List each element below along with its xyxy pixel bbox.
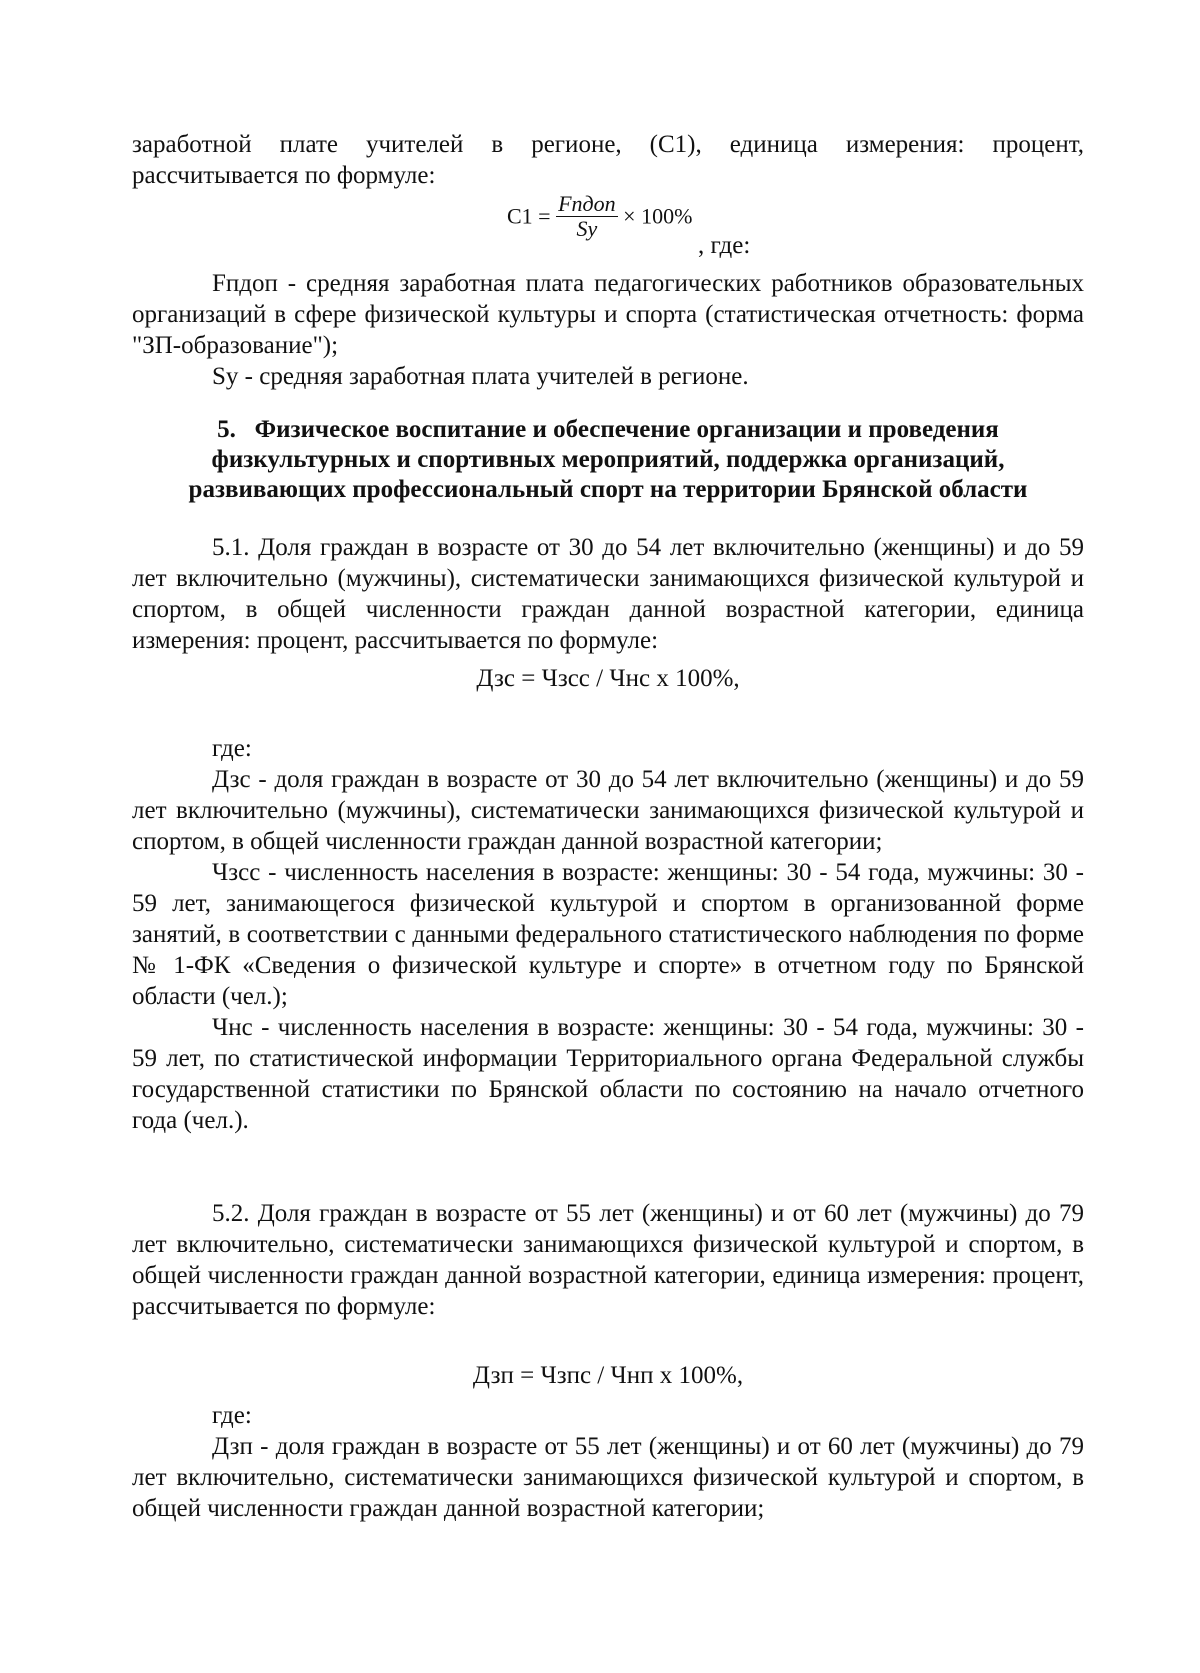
chzss-definition: Чзсс - численность населения в возрасте: женщины: 30 - 54 года, мужчины: 30 - 59 лет, занимающегося физической культурой и спортом в организованной форме занятий, в соответствии с данными федерального статистического наблюдения по форме № 1-ФК «Сведения о физической культуре и спорте» в отчетном году по Брянской области (чел.); [132, 859, 1084, 1010]
sy-definition: Sy - средняя заработная плата учителей в регионе. [212, 363, 749, 390]
section-5-number: 5. [217, 416, 236, 443]
formula-c1-fraction [556, 192, 618, 241]
item-5-2-definitions [132, 1400, 1084, 1524]
c1-definitions [132, 268, 1084, 392]
section-5-title-line-1: 5. Физическое воспитание и обеспечение организации и проведения [217, 416, 999, 443]
item-5-1-definitions [132, 733, 1084, 1136]
formula-c1 [507, 192, 692, 241]
section-5-title-line-2: физкультурных и спортивных мероприятий, поддержка организаций, [211, 446, 1005, 473]
item-5-1-where: где: [212, 735, 252, 762]
item-5-1-paragraph [132, 532, 1084, 656]
dzs-definition: Дзс - доля граждан в возрасте от 30 до 54 лет включительно (женщины) и до 59 лет включительно (мужчины), систематически занимающихся физической культурой и спортом, в общей численности граждан данной возрастной категории; [132, 766, 1084, 855]
intro-line-2: рассчитывается по формуле: [132, 162, 436, 189]
intro-paragraph [132, 129, 1084, 191]
item-5-2-formula: Дзп = Чзпс / Чнп х 100%, [472, 1362, 744, 1389]
formula-c1-denominator: Sy [576, 216, 598, 241]
item-5-2-where: где: [212, 1402, 252, 1429]
chns-definition: Чнс - численность населения в возрасте: женщины: 30 - 54 года, мужчины: 30 - 59 лет, по статистической информации Территориального органа Федеральной службы государственной статистики по Брянской области по состоянию на начало отчетного года (чел.). [132, 1014, 1084, 1134]
dzp-definition: Дзп - доля граждан в возрасте от 55 лет (женщины) и от 60 лет (мужчины) до 79 лет включительно, систематически занимающихся физической культурой и спортом, в общей численности граждан данной возрастной категории; [132, 1433, 1084, 1522]
formula-c1-numerator: Fпдоп [558, 191, 616, 216]
intro-line-1: заработной плате учителей в регионе, (С1), единица измерения: процент, [132, 131, 1084, 158]
formula-c1-rhs: × 100% [623, 203, 693, 229]
item-5-1-text: 5.1. Доля граждан в возрасте от 30 до 54 лет включительно (женщины) и до 59 лет включительно (мужчины), систематически занимающихся физической культурой и спортом, в общей численности граждан данной возрастной категории, единица измерения: процент, рассчитывается по формуле: [132, 534, 1084, 654]
fpdop-definition: Fпдоп - средняя заработная плата педагогических работников образовательных организаций в сфере физической культуры и спорта (статистическая отчетность: форма "ЗП-образование"); [132, 270, 1084, 359]
section-5-title-line-3: развивающих профессиональный спорт на территории Брянской области [188, 476, 1028, 503]
item-5-1-formula: Дзс = Чзсс / Чнс х 100%, [476, 665, 740, 692]
formula-c1-where: , где: [698, 232, 751, 259]
section-5-heading [132, 415, 1084, 505]
item-5-2-paragraph [132, 1198, 1084, 1322]
formula-c1-lhs: С1 = [507, 203, 551, 229]
item-5-2-text: 5.2. Доля граждан в возрасте от 55 лет (женщины) и от 60 лет (мужчины) до 79 лет включительно, систематически занимающихся физической культурой и спортом, в общей численности граждан данной возрастной категории, единица измерения: процент, рассчитывается по формуле: [132, 1200, 1084, 1320]
